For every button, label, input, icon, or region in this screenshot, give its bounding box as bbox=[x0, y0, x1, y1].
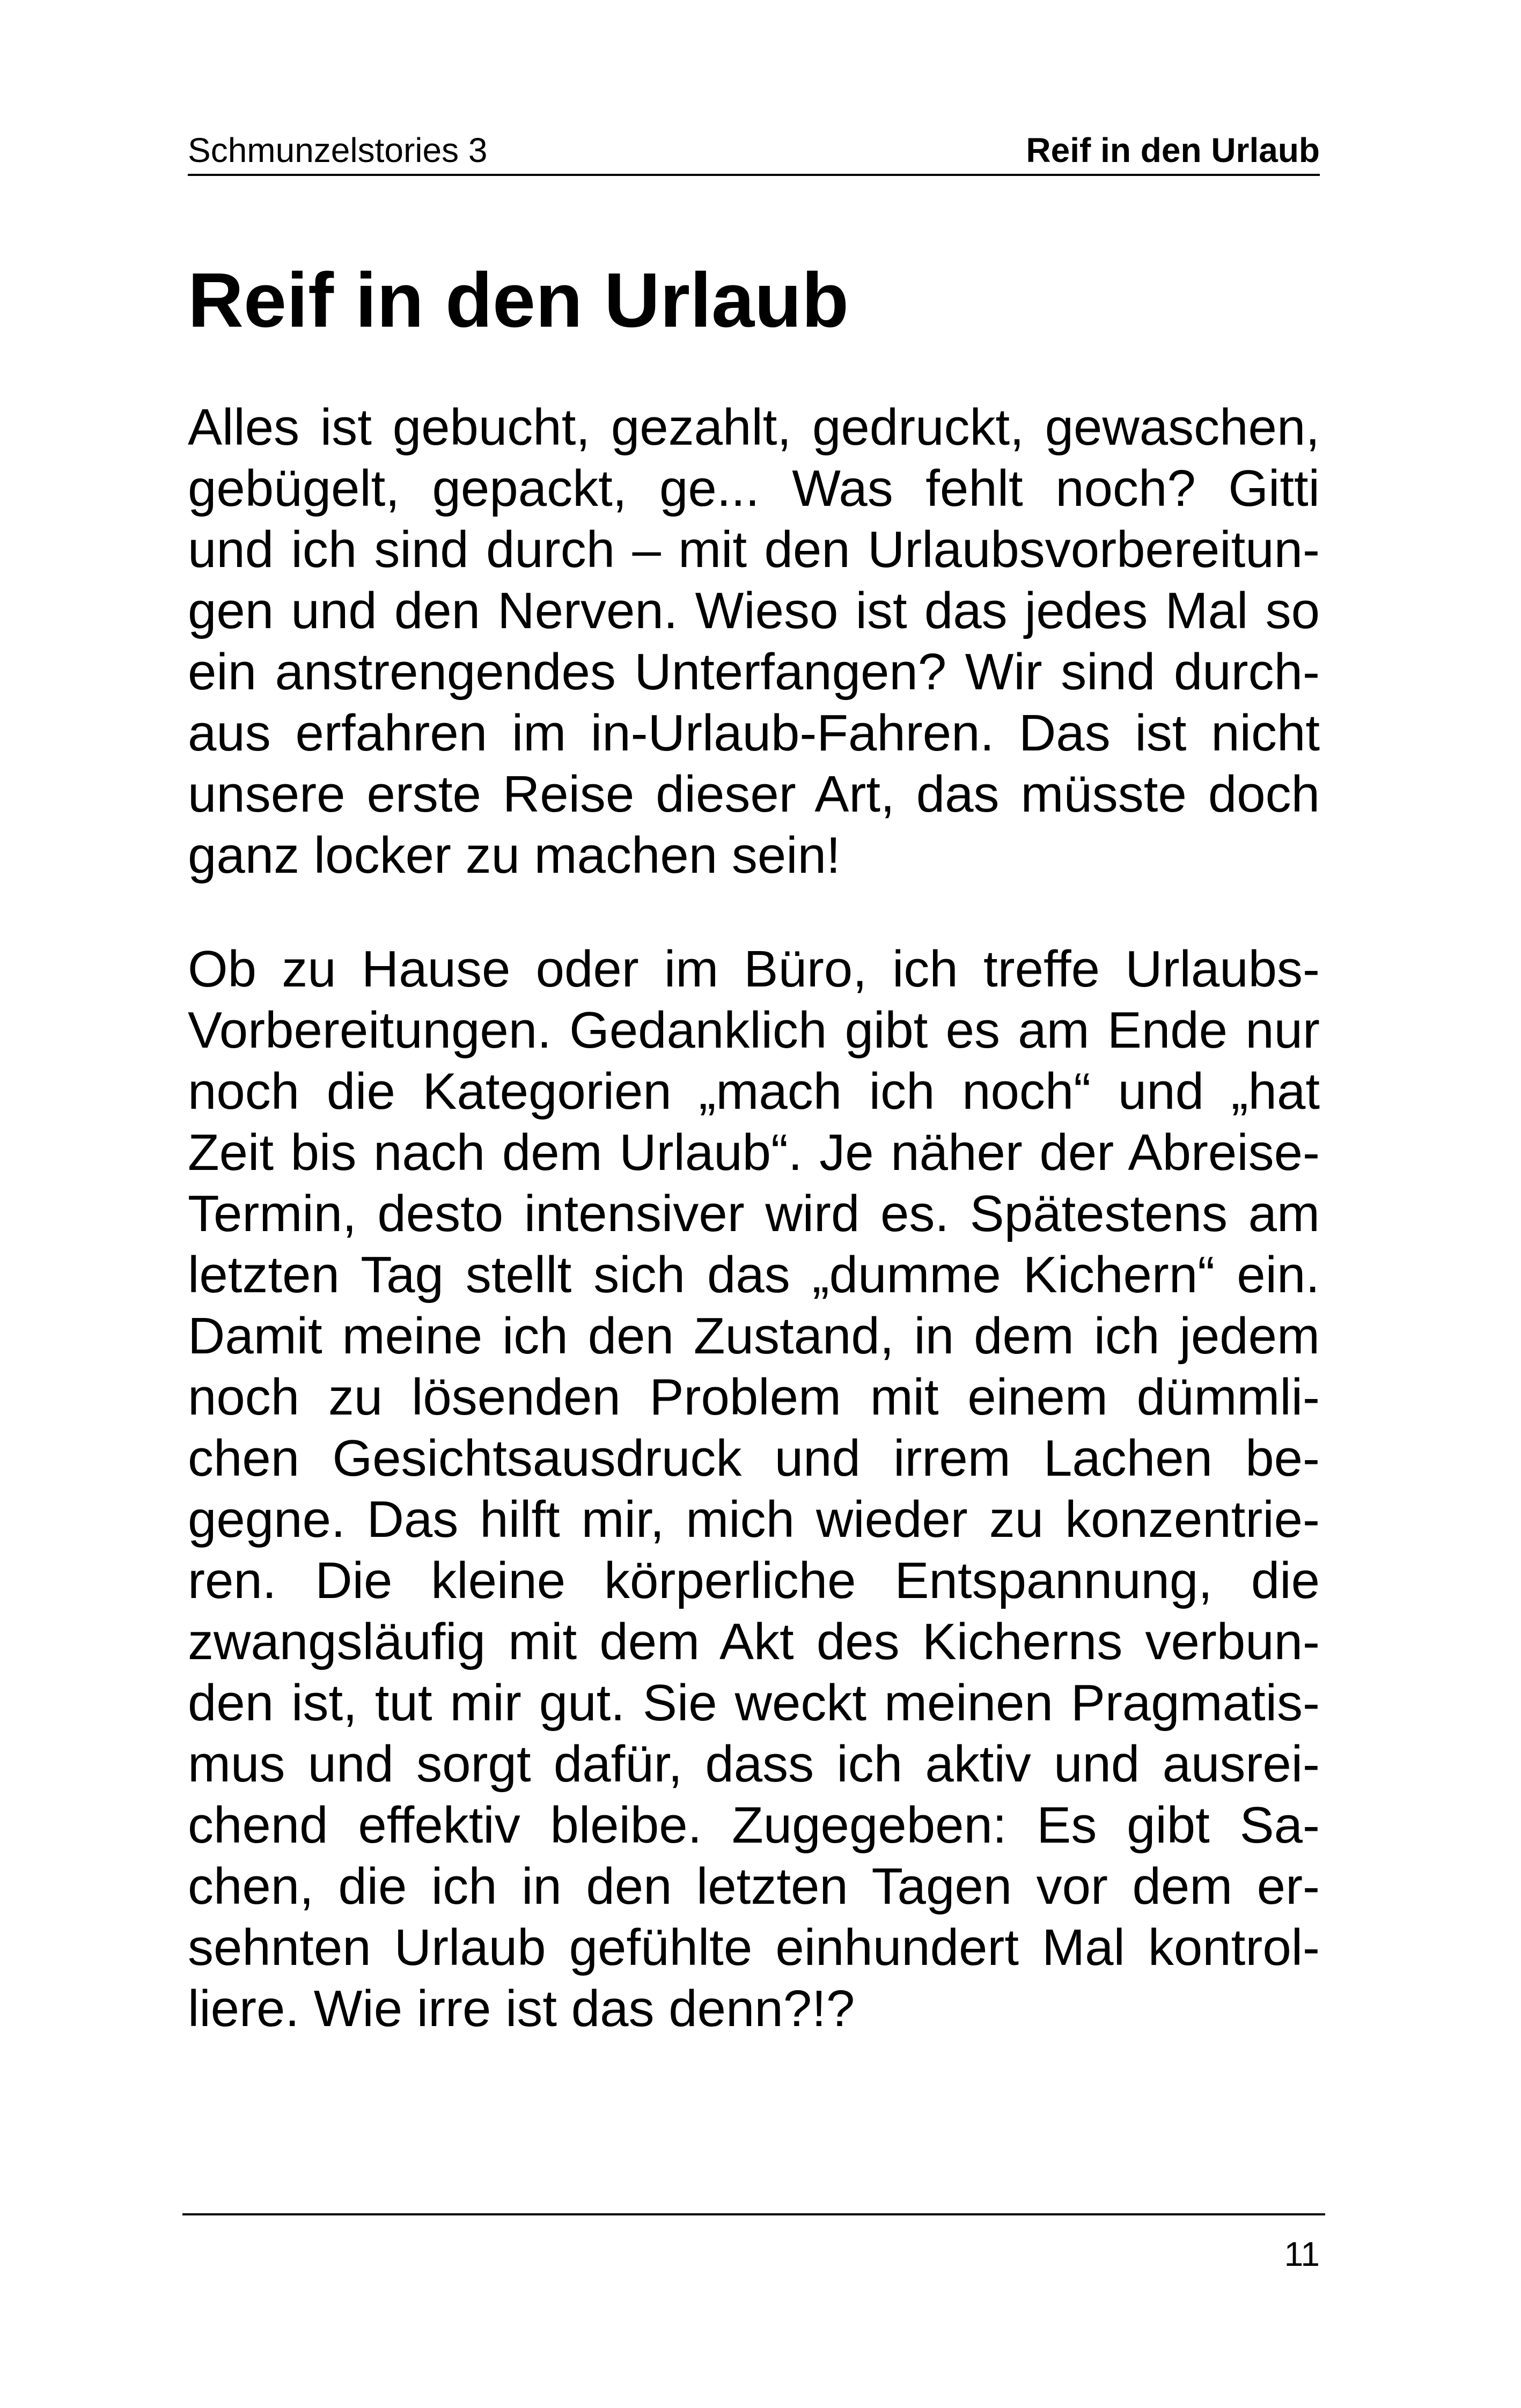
text-line: liere. Wie irre ist das denn?!? bbox=[188, 1980, 855, 2037]
text-line: letzten Tag stellt sich das „dumme Kichern“ ein. bbox=[188, 1246, 1320, 1304]
text-line: unsere erste Reise dieser Art, das müsste doch bbox=[188, 765, 1320, 823]
text-line: chen, die ich in den letzten Tagen vor dem er- bbox=[188, 1858, 1320, 1915]
text-line: gen und den Nerven. Wieso ist das jedes Mal so bbox=[188, 582, 1320, 639]
text-line: ganz locker zu machen sein! bbox=[188, 827, 841, 884]
text-line: zwangsläufig mit dem Akt des Kicherns verbun- bbox=[188, 1613, 1320, 1670]
text-line: gebügelt, gepackt, ge... Was fehlt noch? Gitti bbox=[188, 460, 1320, 517]
text-line: mus und sorgt dafür, dass ich aktiv und ausrei- bbox=[188, 1735, 1320, 1793]
text-line: Alles ist gebucht, gezahlt, gedruckt, gewaschen, bbox=[188, 399, 1320, 456]
text-line: Vorbereitungen. Gedanklich gibt es am Ende nur bbox=[188, 1002, 1320, 1059]
text-line: noch die Kategorien „mach ich noch“ und „hat bbox=[188, 1063, 1320, 1120]
text-line: den ist, tut mir gut. Sie weckt meinen Pragmatis- bbox=[188, 1674, 1320, 1732]
text-line: ein anstrengendes Unterfangen? Wir sind durch- bbox=[188, 643, 1320, 701]
page-number: 11 bbox=[1284, 2235, 1320, 2273]
text-line: Termin, desto intensiver wird es. Spätestens am bbox=[188, 1185, 1320, 1242]
text-line: chen Gesichtsausdruck und irrem Lachen be- bbox=[188, 1430, 1320, 1487]
footer-rule bbox=[182, 2213, 1325, 2215]
text-line: Damit meine ich den Zustand, in dem ich jedem bbox=[188, 1307, 1320, 1365]
text-line: Ob zu Hause oder im Büro, ich treffe Urlaubs- bbox=[188, 940, 1320, 998]
text-line: und ich sind durch – mit den Urlaubsvorbereitun- bbox=[188, 521, 1320, 578]
text-line: noch zu lösenden Problem mit einem dümmli- bbox=[188, 1368, 1320, 1426]
text-line: aus erfahren im in-Urlaub-Fahren. Das ist nicht bbox=[188, 704, 1320, 762]
running-header bbox=[188, 128, 1320, 176]
running-chapter-title: Reif in den Urlaub bbox=[1026, 131, 1320, 170]
text-line: Zeit bis nach dem Urlaub“. Je näher der Abreise- bbox=[188, 1124, 1320, 1181]
text-line: ren. Die kleine körperliche Entspannung, die bbox=[188, 1552, 1320, 1609]
book-title: Schmunzelstories 3 bbox=[188, 131, 488, 170]
text-line: sehnten Urlaub gefühlte einhundert Mal kontrol- bbox=[188, 1919, 1320, 1976]
chapter-heading: Reif in den Urlaub bbox=[188, 257, 849, 343]
text-line: chend effektiv bleibe. Zugegeben: Es gibt Sa- bbox=[188, 1796, 1320, 1854]
text-line: gegne. Das hilft mir, mich wieder zu konzentrie- bbox=[188, 1491, 1320, 1548]
